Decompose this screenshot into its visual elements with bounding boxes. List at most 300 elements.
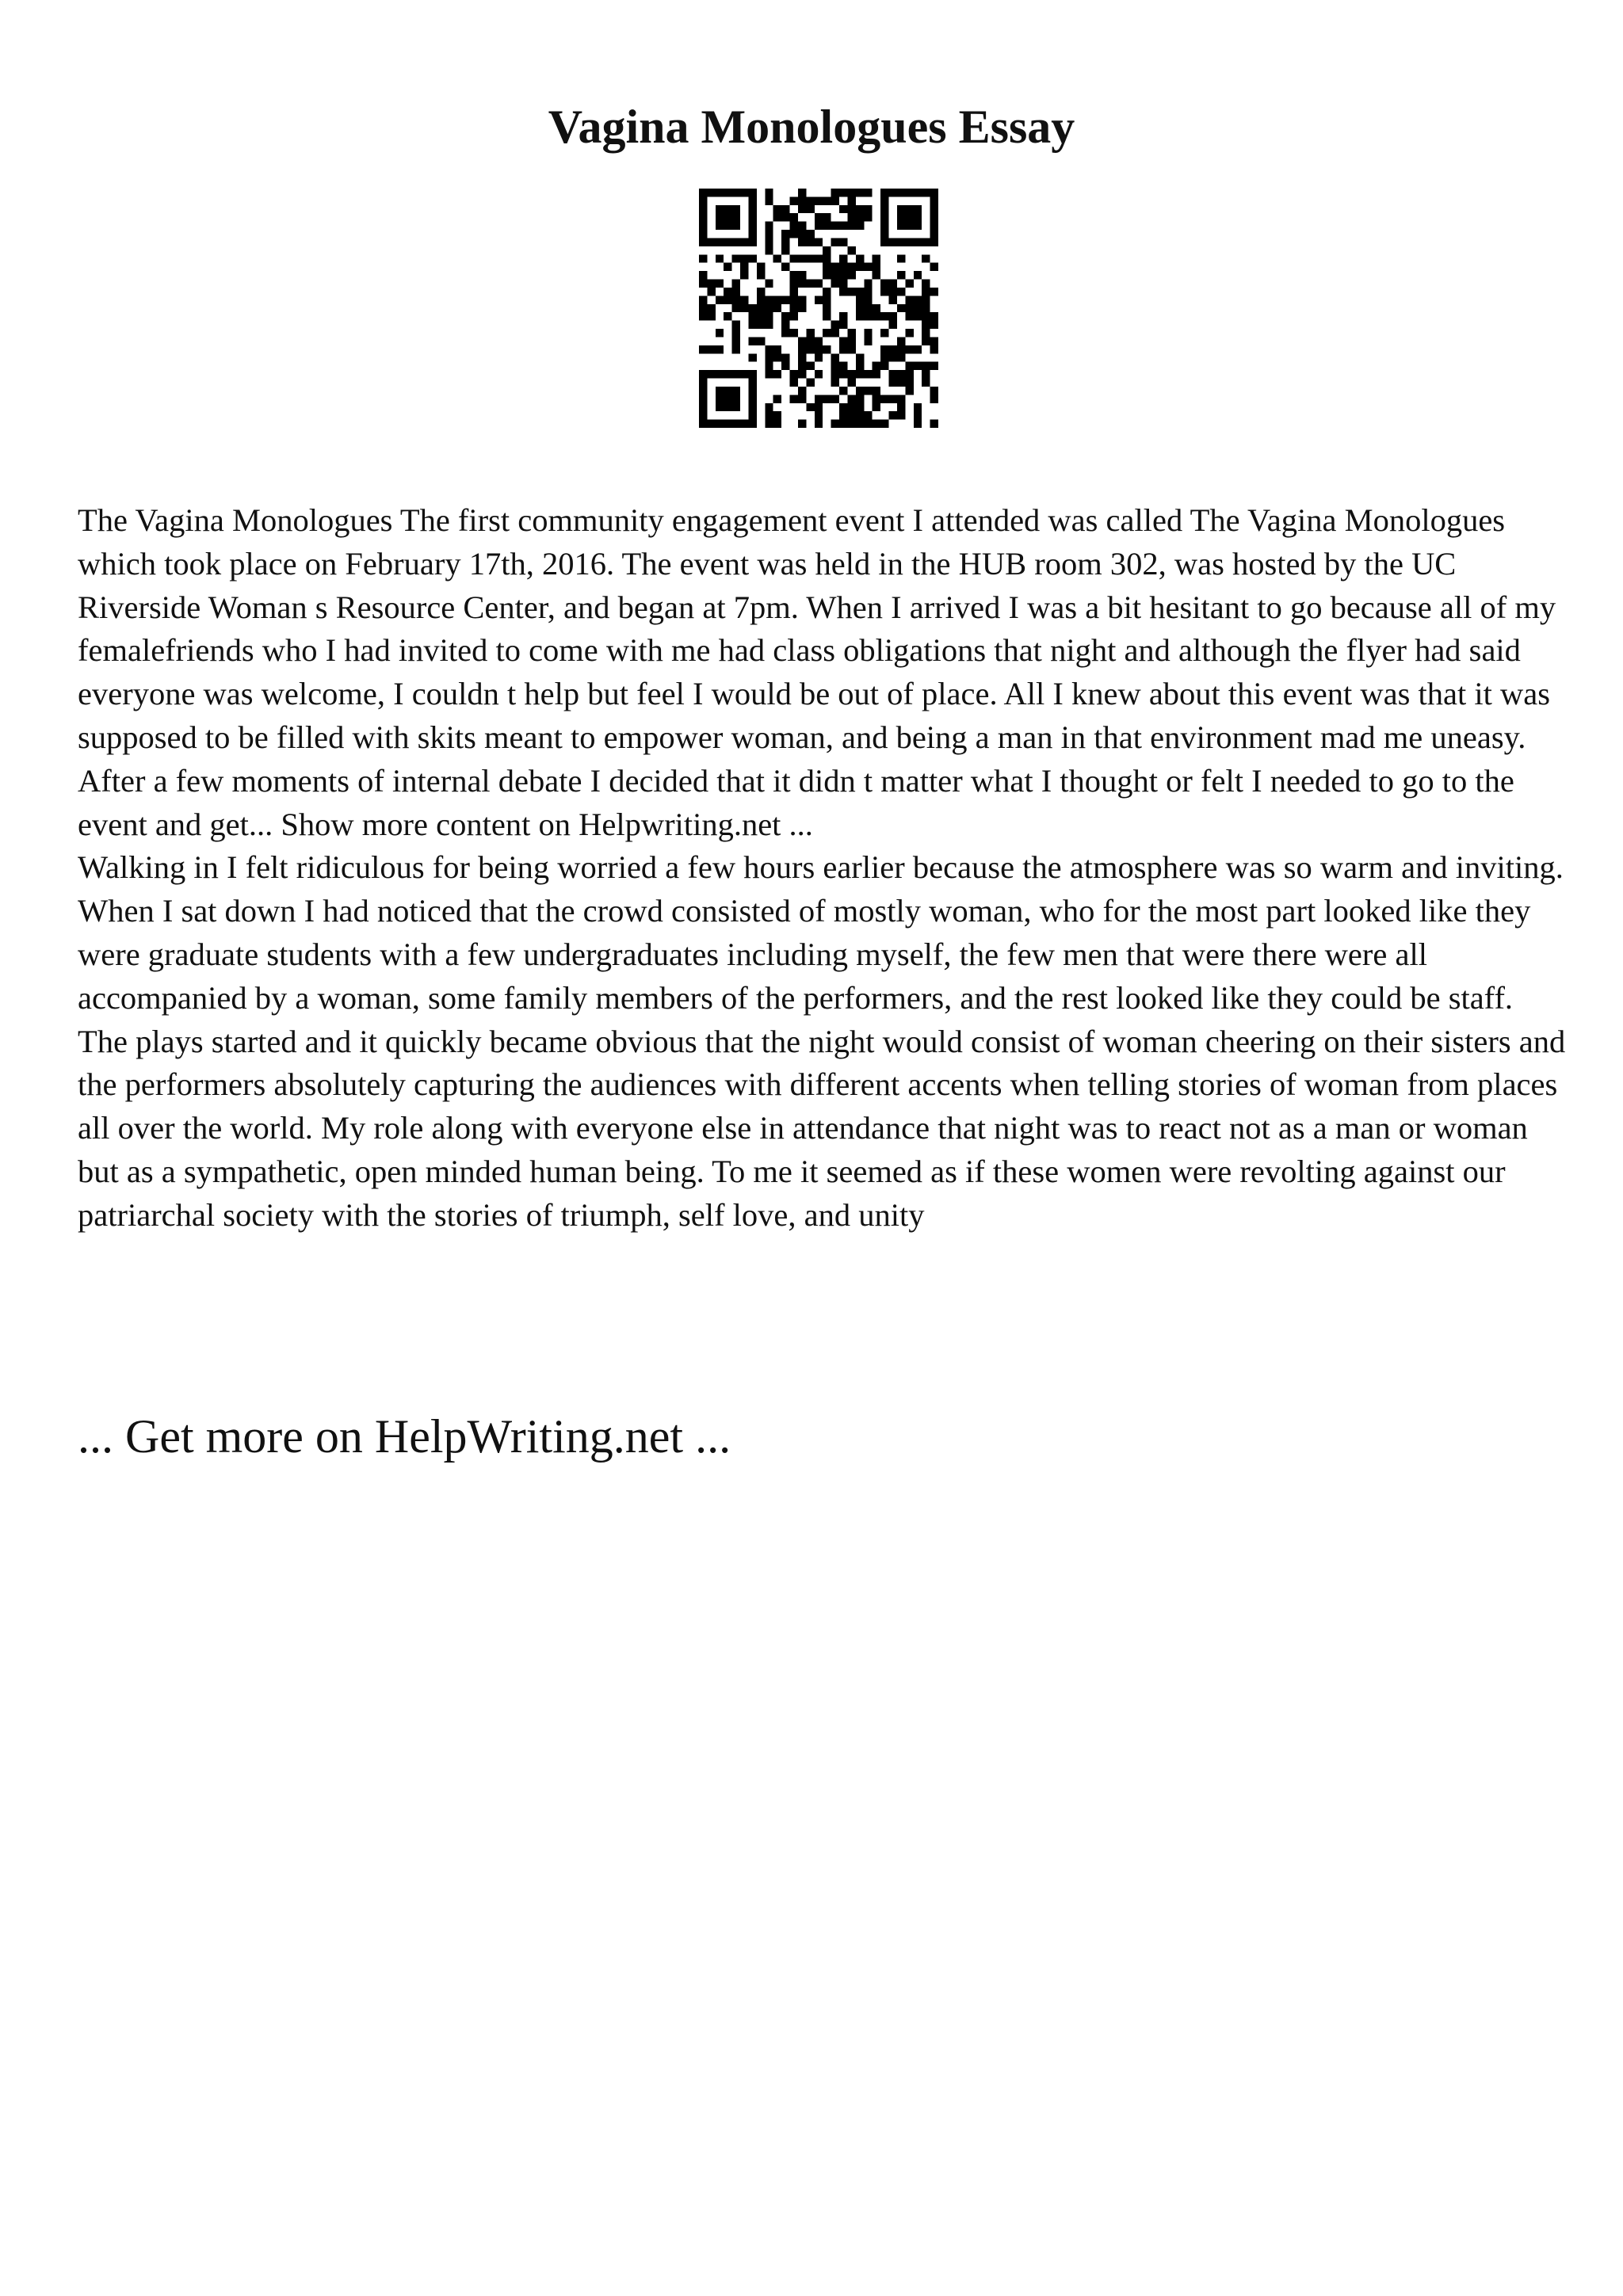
qr-module <box>699 420 707 428</box>
qr-module <box>897 271 905 279</box>
qr-module <box>889 238 897 246</box>
qr-module <box>864 420 872 428</box>
qr-module <box>880 189 888 196</box>
qr-module <box>798 238 806 246</box>
qr-module <box>781 263 789 271</box>
qr-module <box>889 411 897 419</box>
qr-module <box>823 263 831 271</box>
qr-module <box>724 189 731 196</box>
qr-module <box>864 304 872 312</box>
qr-module <box>740 263 748 271</box>
qr-module <box>815 280 823 288</box>
qr-module <box>864 296 872 303</box>
qr-module <box>864 370 872 378</box>
qr-module <box>823 395 831 402</box>
qr-module <box>790 312 798 320</box>
qr-module <box>765 296 773 303</box>
qr-module <box>847 345 855 353</box>
qr-module <box>781 205 789 213</box>
qr-module <box>765 420 773 428</box>
qr-module <box>724 238 731 246</box>
qr-module <box>847 246 855 254</box>
qr-module <box>864 213 872 221</box>
qr-module <box>757 321 765 329</box>
qr-module <box>880 213 888 221</box>
qr-module <box>790 296 798 303</box>
qr-module <box>839 280 847 288</box>
qr-module <box>724 420 731 428</box>
qr-module <box>748 337 756 345</box>
qr-module <box>856 395 864 402</box>
qr-module <box>806 337 814 345</box>
qr-module <box>905 362 913 370</box>
qr-module <box>897 403 905 411</box>
qr-module <box>889 345 897 353</box>
qr-module <box>806 280 814 288</box>
qr-module <box>765 246 773 254</box>
qr-module <box>889 296 897 303</box>
qr-module <box>897 379 905 387</box>
qr-module <box>740 420 748 428</box>
qr-module <box>922 329 930 337</box>
qr-module <box>930 395 938 402</box>
qr-module <box>897 189 905 196</box>
qr-module <box>732 345 740 353</box>
qr-module <box>815 196 823 204</box>
qr-module <box>847 222 855 230</box>
qr-module <box>716 238 724 246</box>
qr-module <box>873 362 880 370</box>
qr-module <box>922 379 930 387</box>
qr-module <box>914 238 922 246</box>
qr-module <box>864 387 872 395</box>
qr-module <box>732 222 740 230</box>
qr-module <box>880 312 888 320</box>
qr-module <box>806 230 814 238</box>
qr-module <box>732 420 740 428</box>
get-more-link[interactable]: ... Get more on HelpWriting.net ... <box>78 1410 731 1463</box>
qr-module <box>732 387 740 395</box>
qr-module <box>839 205 847 213</box>
qr-module <box>815 238 823 246</box>
qr-module <box>798 254 806 262</box>
qr-module <box>716 296 724 303</box>
qr-module <box>699 395 707 402</box>
qr-module <box>831 271 839 279</box>
qr-module <box>839 222 847 230</box>
qr-module <box>732 288 740 296</box>
qr-module <box>757 271 765 279</box>
qr-module <box>798 222 806 230</box>
qr-module <box>914 205 922 213</box>
qr-module <box>856 304 864 312</box>
qr-module <box>831 222 839 230</box>
qr-module <box>798 280 806 288</box>
qr-module <box>905 379 913 387</box>
qr-module <box>914 420 922 428</box>
qr-module <box>930 222 938 230</box>
qr-module <box>864 189 872 196</box>
qr-module <box>748 379 756 387</box>
qr-module <box>839 189 847 196</box>
qr-module <box>699 222 707 230</box>
qr-module <box>905 238 913 246</box>
qr-module <box>839 420 847 428</box>
qr-module <box>748 395 756 402</box>
qr-module <box>922 238 930 246</box>
qr-module <box>716 403 724 411</box>
qr-module <box>757 337 765 345</box>
qr-module <box>914 296 922 303</box>
qr-module <box>823 222 831 230</box>
qr-module <box>781 296 789 303</box>
qr-module <box>873 263 880 271</box>
qr-module <box>748 196 756 204</box>
qr-module <box>773 411 781 419</box>
qr-module <box>748 238 756 246</box>
qr-module <box>831 196 839 204</box>
qr-module <box>905 222 913 230</box>
qr-module <box>922 370 930 378</box>
qr-module <box>732 321 740 329</box>
qr-module <box>889 395 897 402</box>
qr-module <box>740 189 748 196</box>
qr-module <box>798 296 806 303</box>
qr-module <box>864 329 872 337</box>
qr-module <box>781 230 789 238</box>
qr-module <box>922 304 930 312</box>
qr-module <box>773 205 781 213</box>
qr-module <box>847 329 855 337</box>
qr-module <box>847 271 855 279</box>
qr-module <box>815 345 823 353</box>
qr-module <box>897 337 905 345</box>
qr-module <box>740 254 748 262</box>
qr-module <box>873 395 880 402</box>
qr-module <box>905 345 913 353</box>
qr-module <box>806 345 814 353</box>
qr-module <box>905 329 913 337</box>
qr-module <box>889 370 897 378</box>
qr-module <box>716 395 724 402</box>
qr-module <box>847 189 855 196</box>
qr-module <box>914 312 922 320</box>
qr-module <box>914 304 922 312</box>
qr-module <box>790 196 798 204</box>
qr-module <box>839 263 847 271</box>
qr-module <box>699 189 707 196</box>
qr-module <box>856 387 864 395</box>
qr-module <box>905 370 913 378</box>
qr-module <box>798 271 806 279</box>
qr-module <box>740 238 748 246</box>
qr-module <box>831 353 839 361</box>
qr-module <box>757 296 765 303</box>
qr-module <box>815 353 823 361</box>
qr-module <box>839 411 847 419</box>
qr-module <box>897 254 905 262</box>
qr-module <box>856 288 864 296</box>
qr-module <box>732 329 740 337</box>
qr-module <box>732 370 740 378</box>
qr-module <box>781 238 789 246</box>
qr-module <box>748 304 756 312</box>
qr-module <box>699 345 707 353</box>
qr-module <box>856 370 864 378</box>
qr-module <box>823 304 831 312</box>
qr-module <box>880 345 888 353</box>
qr-module <box>707 345 715 353</box>
qr-module <box>864 337 872 345</box>
qr-module <box>798 345 806 353</box>
qr-module <box>748 230 756 238</box>
qr-module <box>897 288 905 296</box>
qr-module <box>757 263 765 271</box>
qr-module <box>905 280 913 288</box>
qr-module <box>856 353 864 361</box>
qr-module <box>724 395 731 402</box>
qr-module <box>806 379 814 387</box>
qr-module <box>839 387 847 395</box>
qr-module <box>699 387 707 395</box>
qr-module <box>716 222 724 230</box>
qr-module <box>914 189 922 196</box>
qr-module <box>897 238 905 246</box>
qr-module <box>707 304 715 312</box>
qr-module <box>724 296 731 303</box>
qr-module <box>873 254 880 262</box>
qr-module <box>880 230 888 238</box>
qr-module <box>897 411 905 419</box>
qr-module <box>765 353 773 361</box>
qr-module <box>880 420 888 428</box>
qr-module <box>922 288 930 296</box>
qr-module <box>856 189 864 196</box>
qr-module <box>897 222 905 230</box>
qr-module <box>914 362 922 370</box>
qr-module <box>922 312 930 320</box>
qr-module <box>790 271 798 279</box>
qr-module <box>839 312 847 320</box>
qr-module <box>724 205 731 213</box>
qr-module <box>790 222 798 230</box>
qr-module <box>748 312 756 320</box>
qr-module <box>880 362 888 370</box>
qr-module <box>748 353 756 361</box>
qr-module <box>716 329 724 337</box>
qr-module <box>699 213 707 221</box>
qr-module <box>765 222 773 230</box>
qr-module <box>707 370 715 378</box>
qr-module <box>880 329 888 337</box>
qr-module <box>781 353 789 361</box>
qr-module <box>930 312 938 320</box>
qr-module <box>856 312 864 320</box>
qr-module <box>856 213 864 221</box>
qr-module <box>839 321 847 329</box>
qr-module <box>781 329 789 337</box>
qr-module <box>798 370 806 378</box>
qr-module <box>716 189 724 196</box>
qr-module <box>815 420 823 428</box>
qr-module <box>922 362 930 370</box>
qr-module <box>806 254 814 262</box>
qr-module <box>847 395 855 402</box>
qr-module <box>716 254 724 262</box>
qr-module <box>930 345 938 353</box>
qr-module <box>773 296 781 303</box>
qr-module <box>889 379 897 387</box>
qr-module <box>765 280 773 288</box>
qr-module <box>699 271 707 279</box>
qr-module <box>790 213 798 221</box>
qr-module <box>823 296 831 303</box>
qr-module <box>864 312 872 320</box>
qr-module <box>815 395 823 402</box>
qr-module <box>930 337 938 345</box>
qr-module <box>905 205 913 213</box>
qr-module <box>815 337 823 345</box>
qr-module <box>781 321 789 329</box>
qr-module <box>905 387 913 395</box>
qr-module <box>798 337 806 345</box>
qr-module <box>724 312 731 320</box>
qr-module <box>724 222 731 230</box>
qr-module <box>773 420 781 428</box>
qr-module <box>699 254 707 262</box>
qr-module <box>781 213 789 221</box>
qr-module <box>798 205 806 213</box>
qr-module <box>889 353 897 361</box>
qr-module <box>798 196 806 204</box>
qr-module <box>716 205 724 213</box>
qr-module <box>930 420 938 428</box>
qr-module <box>790 379 798 387</box>
qr-module <box>856 403 864 411</box>
qr-module <box>839 345 847 353</box>
qr-module <box>839 254 847 262</box>
qr-module <box>732 254 740 262</box>
qr-module <box>765 362 773 370</box>
qr-module <box>922 254 930 262</box>
qr-module <box>699 411 707 419</box>
qr-module <box>831 362 839 370</box>
qr-module <box>847 337 855 345</box>
qr-module <box>773 213 781 221</box>
qr-module <box>748 222 756 230</box>
qr-module <box>889 321 897 329</box>
qr-module <box>806 403 814 411</box>
qr-module <box>831 280 839 288</box>
page-title: Vagina Monologues Essay <box>548 101 1075 153</box>
qr-module <box>880 205 888 213</box>
qr-module <box>773 304 781 312</box>
qr-module <box>823 246 831 254</box>
qr-module <box>790 288 798 296</box>
qr-module <box>790 304 798 312</box>
qr-module <box>815 296 823 303</box>
qr-module <box>847 411 855 419</box>
qr-module <box>880 353 888 361</box>
qr-module <box>724 263 731 271</box>
qr-module <box>847 379 855 387</box>
qr-module <box>864 288 872 296</box>
qr-module <box>815 411 823 419</box>
qr-module <box>856 205 864 213</box>
qr-module <box>757 304 765 312</box>
qr-module <box>724 213 731 221</box>
qr-module <box>864 411 872 419</box>
qr-module <box>823 271 831 279</box>
qr-module <box>773 254 781 262</box>
qr-module <box>806 329 814 337</box>
qr-module <box>856 263 864 271</box>
qr-module <box>847 205 855 213</box>
qr-module <box>765 370 773 378</box>
qr-module <box>757 312 765 320</box>
qr-module <box>765 230 773 238</box>
qr-module <box>748 205 756 213</box>
qr-module <box>831 370 839 378</box>
qr-module <box>765 321 773 329</box>
qr-module <box>880 196 888 204</box>
qr-module <box>773 370 781 378</box>
qr-module <box>732 205 740 213</box>
qr-module <box>823 213 831 221</box>
qr-module <box>740 370 748 378</box>
qr-module <box>930 213 938 221</box>
qr-module <box>732 395 740 402</box>
qr-module <box>732 238 740 246</box>
qr-module <box>905 312 913 320</box>
qr-module <box>790 230 798 238</box>
qr-module <box>765 189 773 196</box>
qr-module <box>732 403 740 411</box>
qr-module <box>732 304 740 312</box>
qr-module <box>724 403 731 411</box>
qr-module <box>748 254 756 262</box>
qr-module <box>732 337 740 345</box>
qr-module <box>815 213 823 221</box>
qr-module <box>790 370 798 378</box>
qr-module <box>914 213 922 221</box>
qr-module <box>839 403 847 411</box>
qr-module <box>699 379 707 387</box>
qr-module <box>847 370 855 378</box>
qr-module <box>790 329 798 337</box>
qr-module <box>831 379 839 387</box>
qr-module <box>732 189 740 196</box>
qr-module <box>823 196 831 204</box>
qr-module <box>930 238 938 246</box>
qr-module <box>880 288 888 296</box>
qr-module <box>930 196 938 204</box>
qr-module <box>716 345 724 353</box>
qr-module <box>905 213 913 221</box>
qr-module <box>873 370 880 378</box>
qr-module <box>823 288 831 296</box>
qr-code-icon <box>699 189 938 428</box>
essay-paragraph-2: Walking in I felt ridiculous for being worried a few hours earlier because the atmosphere was so warm and inviting. When I sat down I had noticed that the crowd consisted of mostly woman, who for the most part looked like they were graduate students with a few undergraduates including myself, the few men that were there were all accompanied by a woman, some family members of the performers, and the rest looked like they could be staff. The plays started and it quickly became obvious that the night would consist of woman cheering on their sisters and the performers absolutely capturing the audiences with different accents when telling stories of woman from places all over the world. My role along with everyone else in attendance that night was to react not as a man or woman but as a sympathetic, open minded human being. To me it seemed as if these women were revolting against our patriarchal society with the stories of triumph, self love, and unity <box>78 849 1566 1233</box>
qr-module <box>781 246 789 254</box>
qr-module <box>748 411 756 419</box>
qr-module <box>748 189 756 196</box>
qr-module <box>856 420 864 428</box>
qr-module <box>847 196 855 204</box>
qr-module <box>699 196 707 204</box>
qr-module <box>798 362 806 370</box>
qr-module <box>699 238 707 246</box>
